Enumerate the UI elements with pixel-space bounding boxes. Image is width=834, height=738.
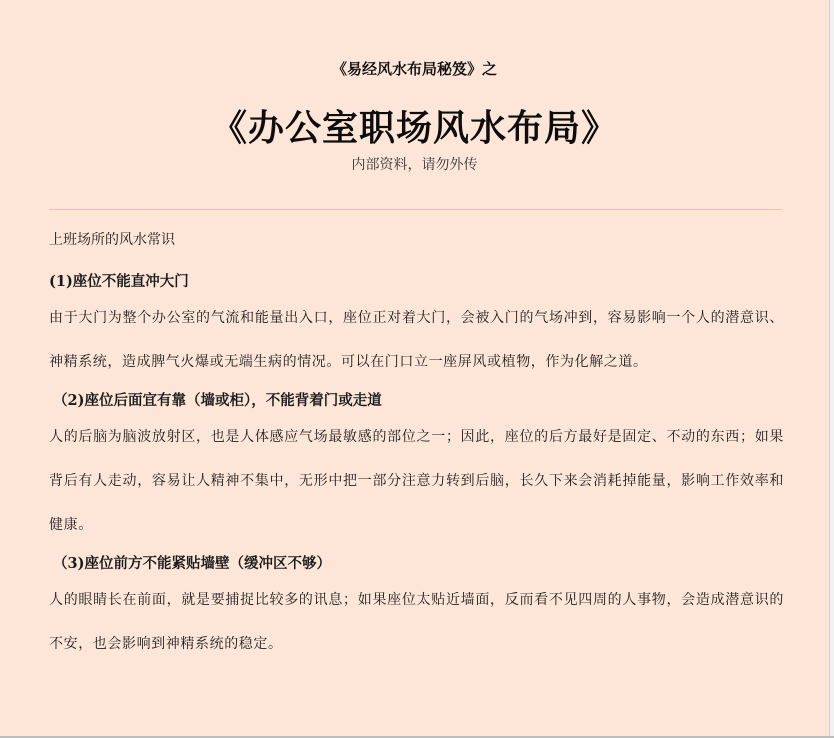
section-paragraph: 由于大门为整个办公室的气流和能量出入口，座位正对着大门，会被入门的气场冲到，容易影响一个人的潜意识、神精系统，造成脾气火爆或无端生病的情况。可以在门口立一座屏风或植物，作为化解之道。: [49, 310, 784, 370]
section-2: [49, 390, 784, 547]
section-heading: (1)座位不能直冲大门: [49, 273, 189, 290]
series-title: 《易经风水布局秘笈》之: [331, 60, 497, 78]
section-paragraph: 人的后脑为脑波放射区，也是人体感应气场最敏感的部位之一；因此，座位的后方最好是固定、不动的东西；如果背后有人走动，容易让人精神不集中，无形中把一部分注意力转到后脑，长久下来会消耗掉能量，影响工作效率和健康。: [49, 429, 784, 533]
document-body: [49, 229, 784, 666]
document-subtitle: 内部资料，请勿外传: [351, 157, 478, 173]
section-paragraph: 人的眼睛长在前面，就是要捕捉比较多的讯息；如果座位太贴近墙面，反而看不见四周的人事物，会造成潜意识的不安，也会影响到神精系统的稳定。: [49, 592, 784, 652]
document-title: 《办公室职场风水布局》: [210, 108, 618, 149]
section-3: [49, 553, 784, 666]
section-heading: （2)座位后面宜有靠（墙或柜），不能背着门或走道: [53, 392, 382, 409]
section-heading: （3)座位前方不能紧贴墙壁（缓冲区不够）: [53, 555, 331, 572]
section-1: [49, 271, 784, 384]
intro-line: 上班场所的风水常识: [49, 232, 175, 248]
header-divider: [49, 209, 782, 210]
viewer-right-edge: [829, 0, 834, 738]
